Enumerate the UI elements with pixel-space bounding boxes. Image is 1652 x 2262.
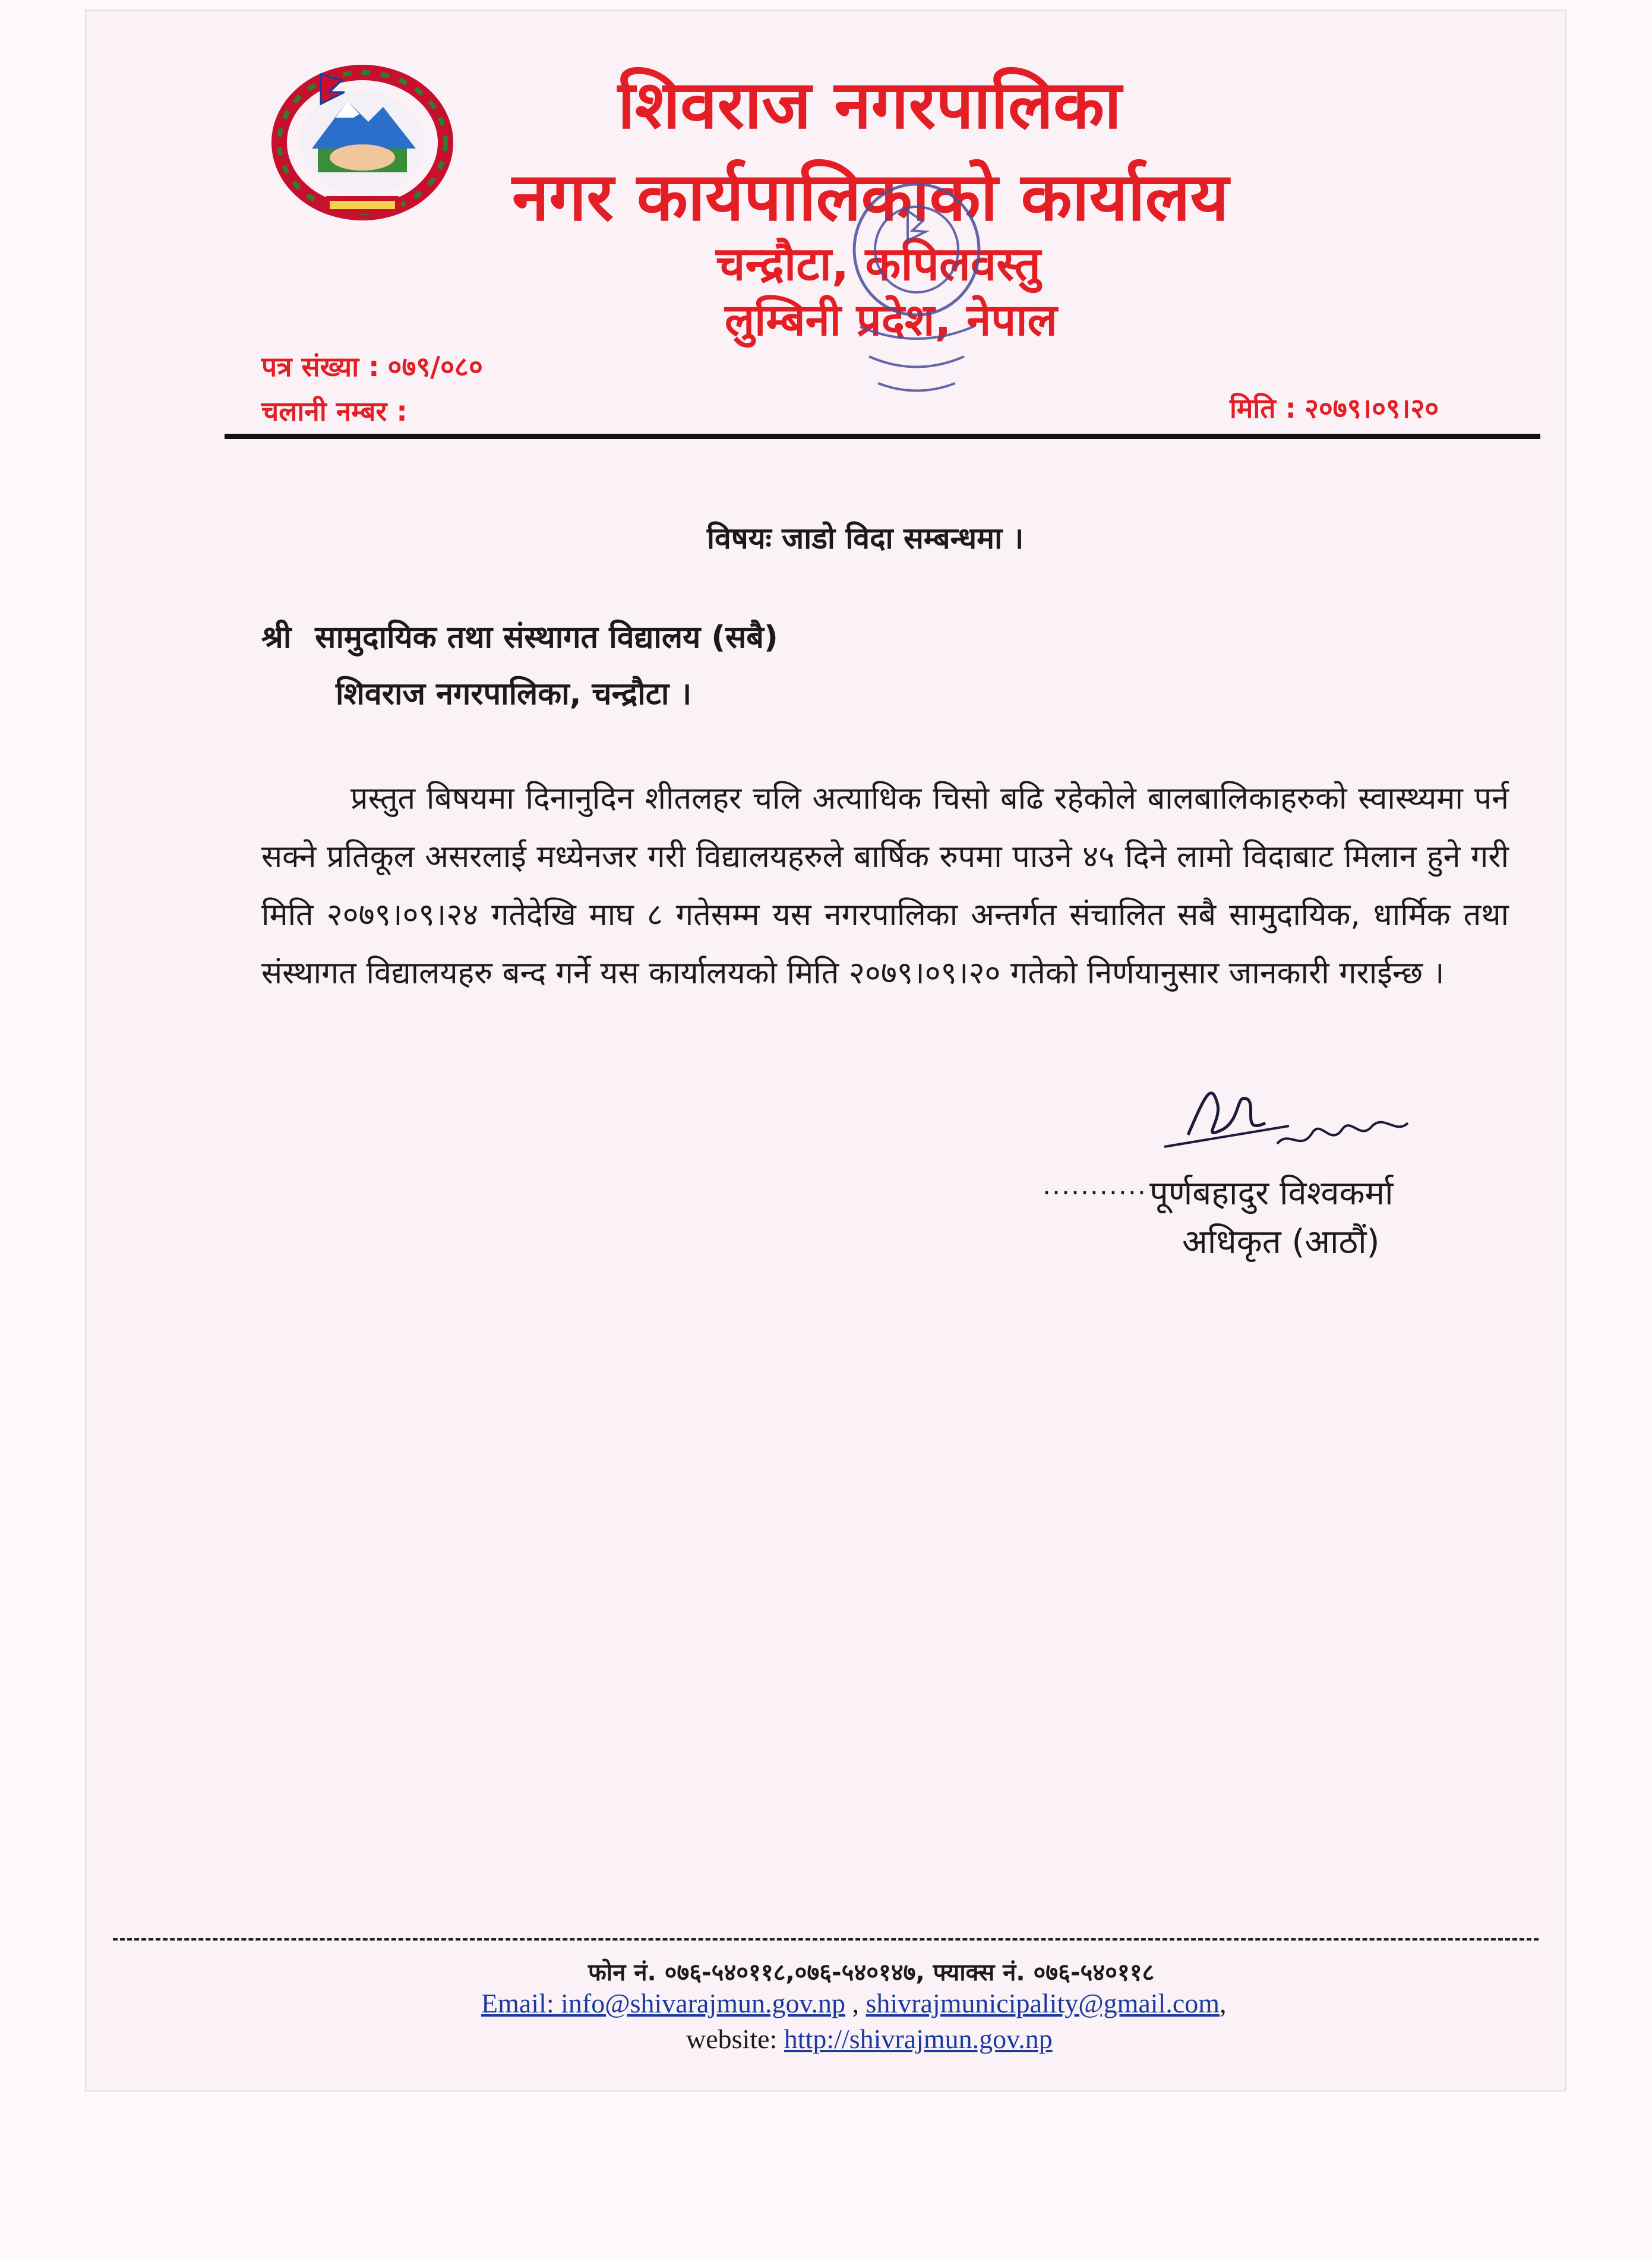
letter-subject: विषयः जाडो विदा सम्बन्धमा ।	[707, 521, 1024, 556]
letterhead-office: नगर कार्यपालिकाको कार्यालय	[512, 159, 1229, 236]
website-link[interactable]: http://shivrajmun.gov.np	[784, 2024, 1053, 2054]
letter-number-label: पत्र संख्या :	[261, 351, 380, 383]
letter-date-label: मिति :	[1230, 392, 1296, 424]
letterhead-province: लुम्बिनी प्रदेश, नेपाल	[725, 295, 1057, 346]
email-link-secondary[interactable]: shivrajmunicipality@gmail.com	[866, 1988, 1220, 2018]
nepal-emblem-icon	[264, 59, 460, 232]
footer-website-line	[686, 2023, 1053, 2055]
recipient-honorific: श्री	[261, 620, 292, 655]
website-label: website:	[686, 2024, 784, 2054]
handwritten-signature	[1152, 1070, 1426, 1176]
footer-phone: फोन नं. ०७६-५४०११८,०७६-५४०१४७, फ्याक्स नं. ०७६-५४०११८	[588, 1959, 1155, 1986]
dispatch-number-label: चलानी नम्बर :	[261, 395, 408, 427]
email-end: ,	[1220, 1988, 1227, 2018]
letter-number-value: ०७९/०८०	[387, 351, 483, 383]
letter-date	[1230, 389, 1439, 426]
footer-email-line	[481, 1987, 1227, 2019]
signatory-title: अधिकृत (आठौं)	[1182, 1223, 1380, 1261]
letter-number	[261, 348, 483, 384]
letter-date-value: २०७९।०९।२०	[1304, 392, 1439, 424]
email-separator: ,	[845, 1988, 866, 2018]
header-divider	[225, 434, 1540, 439]
office-seal-stamp	[836, 178, 997, 398]
letterhead-municipality: शिवराज नगरपालिका	[618, 67, 1122, 144]
letter-body: प्रस्तुत बिषयमा दिनानुदिन शीतलहर चलि अत्याधिक चिसो बढि रहेकोले बालबालिकाहरुको स्वास्थ्यमा पर्न सक्ने प्रतिकूल असरलाई मध्येनजर गरी विद्यालयहरुले बार्षिक रुपमा पाउने ४५ दिने लामो विदाबाट मिलान हुने गरी मिति २०७९।०९।२४ गतेदेखि माघ ८ गतेसम्म यस नगरपालिका अन्तर्गत संचालित सबै सामुदायिक, धार्मिक तथा संस्थागत विद्यालयहरु बन्द गर्ने यस कार्यालयको मिति २०७९।०९।२० गतेको निर्णयानुसार जानकारी गराईन्छ ।	[261, 781, 1509, 991]
footer-divider	[113, 1938, 1539, 1941]
recipient-line	[261, 615, 778, 657]
signature-dots: ...........	[1043, 1171, 1147, 1201]
recipient-name: सामुदायिक तथा संस्थागत विद्यालय (सबै)	[315, 620, 778, 655]
letterhead-location: चन्द्रौटा, कपिलवस्तु	[716, 238, 1041, 291]
dispatch-number	[261, 392, 408, 429]
recipient-address: शिवराज नगरपालिका, चन्द्रौटा ।	[336, 676, 692, 712]
signatory-name: पूर्णबहादुर विश्वकर्मा	[1149, 1174, 1394, 1213]
email-link-primary[interactable]: Email: info@shivarajmun.gov.np	[481, 1988, 846, 2018]
